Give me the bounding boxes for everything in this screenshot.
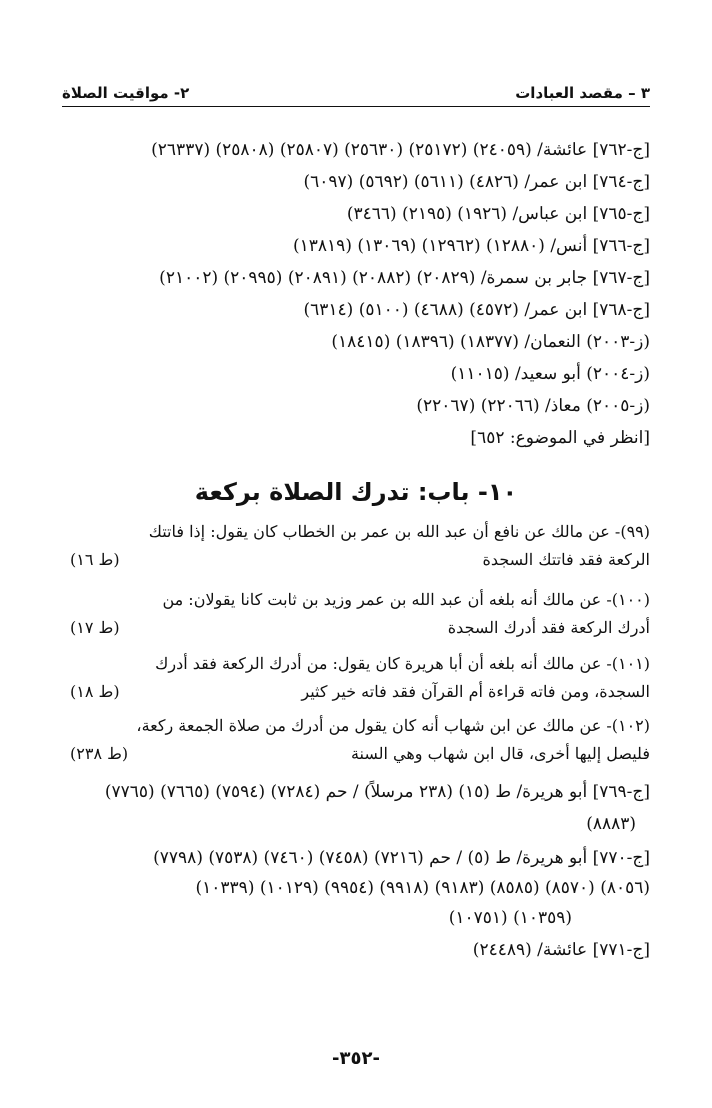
paragraph-line: السجدة، ومن فاته قراءة أم القرآن فقد فاته خير كثير xyxy=(301,682,650,701)
paragraph-line: (١٠٠)- عن مالك أنه بلغه أن عبد الله بن عمر وزيد بن ثابت كانا يقولان: من xyxy=(162,590,650,609)
source-ref: (ط ١٦) xyxy=(70,550,120,569)
paragraph-line: الركعة فقد فاتتك السجدة xyxy=(482,550,650,569)
see-also-note: [انظر في الموضوع: ٦٥٢] xyxy=(470,428,650,448)
paragraph-line: أدرك الركعة فقد أدرك السجدة xyxy=(447,618,650,637)
section-heading: ١٠- باب: تدرك الصلاة بركعة xyxy=(194,478,518,506)
ref-line: (ز-٢٠٠٥) معاذ/ (٢٢٠٦٦) (٢٢٠٦٧) xyxy=(416,396,650,416)
source-ref: (ط ١٨) xyxy=(70,682,120,701)
source-ref: (ط ٢٣٨) xyxy=(70,744,129,763)
hadith-paragraph xyxy=(62,650,650,706)
ref-line: [ج-٧٦٨] ابن عمر/ (٤٥٧٢) (٤٦٨٨) (٥١٠٠) (٦٣١٤) xyxy=(303,300,650,320)
ref-line: [ج-٧٧١] عائشة/ (٢٤٤٨٩) xyxy=(472,940,650,960)
header-chapter: ٣ – مقصد العبادات xyxy=(515,84,650,102)
ref-line: [ج-٧٦٢] عائشة/ (٢٤٠٥٩) (٢٥١٧٢) (٢٥٦٣٠) (٢٥٨٠٧) (٢٥٨٠٨) (٢٦٣٣٧) xyxy=(151,140,650,160)
ref-line: (٨٨٨٣) xyxy=(586,814,636,834)
ref-line: [ج-٧٧٠] أبو هريرة/ ط (٥) / حم (٧٢١٦) (٧٤٥٨) (٧٤٦٠) (٧٥٣٨) (٧٧٩٨) xyxy=(153,848,650,868)
paragraph-line: (٩٩)- عن مالك عن نافع أن عبد الله بن عمر بن الخطاب كان يقول: إذا فاتتك xyxy=(148,522,650,541)
page-number: -٣٥٢- xyxy=(332,1048,380,1069)
hadith-paragraph xyxy=(62,518,650,574)
paragraph-line: (١٠١)- عن مالك أنه بلغه أن أبا هريرة كان يقول: من أدرك الركعة فقد أدرك xyxy=(155,654,650,673)
hadith-paragraph xyxy=(62,712,650,768)
paragraph-line: فليصل إليها أخرى، قال ابن شهاب وهي السنة xyxy=(350,744,650,763)
header-rule xyxy=(62,106,650,107)
ref-line: (٨٠٥٦) (٨٥٧٠) (٨٥٨٥) (٩١٨٣) (٩٩١٨) (٩٩٥٤) (١٠١٢٩) (١٠٣٣٩) xyxy=(195,878,650,898)
paragraph-line: (١٠٢)- عن مالك عن ابن شهاب أنه كان يقول من أدرك من صلاة الجمعة ركعة، xyxy=(136,716,650,735)
ref-line: (١٠٣٥٩) (١٠٧٥١) xyxy=(448,908,572,928)
hadith-paragraph xyxy=(62,586,650,642)
ref-line: (ز-٢٠٠٣) النعمان/ (١٨٣٧٧) (١٨٣٩٦) (١٨٤١٥) xyxy=(331,332,650,352)
ref-line: [ج-٧٦٤] ابن عمر/ (٤٨٢٦) (٥٦١١) (٥٦٩٢) (٦٠٩٧) xyxy=(303,172,650,192)
ref-line: [ج-٧٦٧] جابر بن سمرة/ (٢٠٨٢٩) (٢٠٨٨٢) (٢٠٨٩١) (٢٠٩٩٥) (٢١٠٠٢) xyxy=(159,268,650,288)
page-header xyxy=(62,78,650,106)
source-ref: (ط ١٧) xyxy=(70,618,120,637)
ref-line: (ز-٢٠٠٤) أبو سعيد/ (١١٠١٥) xyxy=(450,364,650,384)
ref-line: [ج-٧٦٩] أبو هريرة/ ط (١٥) (٢٣٨ مرسلاً) / حم (٧٢٨٤) (٧٥٩٤) (٧٦٦٥) (٧٧٦٥) xyxy=(104,782,650,802)
ref-line: [ج-٧٦٥] ابن عباس/ (١٩٢٦) (٢١٩٥) (٣٤٦٦) xyxy=(346,204,650,224)
header-section: ٢- مواقيت الصلاة xyxy=(62,84,190,102)
ref-line: [ج-٧٦٦] أنس/ (١٢٨٨٠) (١٢٩٦٢) (١٣٠٦٩) (١٣٨١٩) xyxy=(293,236,650,256)
